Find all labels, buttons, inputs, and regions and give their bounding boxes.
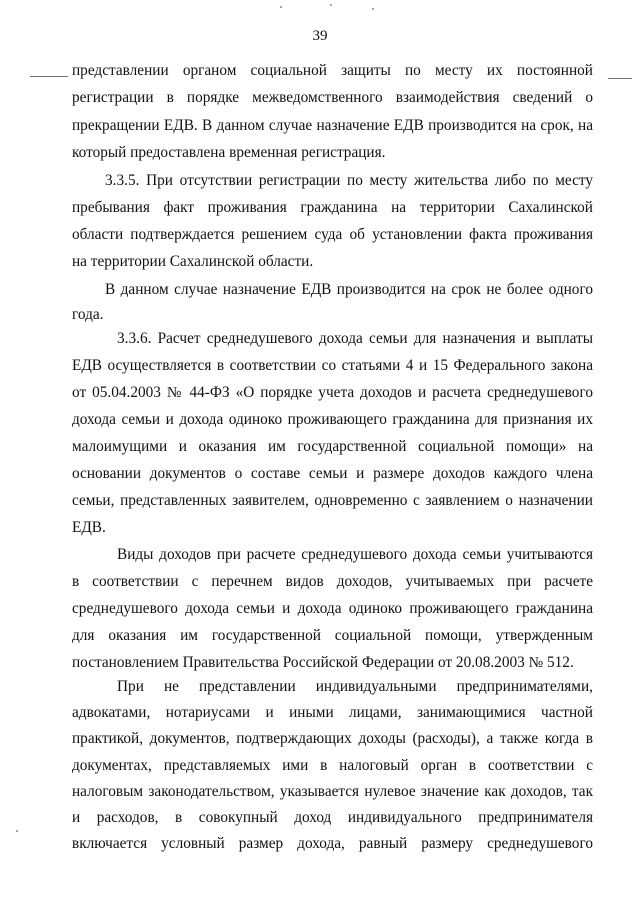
scan-artifact [30,76,68,77]
text-line: документах, представляемых ими в налоговый орган в соответствии с [72,757,593,774]
text-line: малоимущими и оказания им государственной социальной помощи» на [72,438,593,455]
text-line: постановлением Правительства Российской Федерации от 20.08.2003 № 512. [72,654,574,671]
text-line: года. [72,306,104,323]
text-line: ЕДВ осуществляется в соответствии со статьями 4 и 15 Федерального закона [72,357,593,374]
text-line: области подтверждается решением суда об установлении факта проживания [72,226,593,243]
scan-artifact [372,8,374,10]
text-line: от 05.04.2003 № 44-ФЗ «О порядке учета доходов и расчета среднедушевого [72,384,593,401]
page-number: 39 [312,28,328,44]
text-line: включается условный размер дохода, равный размеру среднедушевого [72,835,593,852]
text-line: ЕДВ. [72,519,106,536]
text-line: дохода семьи и дохода одиноко проживающего гражданина для признания их [72,411,593,428]
text-line: прекращении ЕДВ. В данном случае назначение ЕДВ производится на срок, на [72,117,593,134]
text-line: Виды доходов при расчете среднедушевого дохода семьи учитываются [117,546,593,563]
text-line: регистрации в порядке межведомственного взаимодействия сведений о [72,89,593,106]
text-line: практикой, документов, подтверждающих доходы (расходы), а также когда в [72,730,593,747]
text-line: для оказания им государственной социальной помощи, утвержденным [72,627,593,644]
text-line: налоговым законодательством, указывается нулевое значение как доходов, так [72,783,593,800]
text-line: основании документов о составе семьи и размере доходов каждого члена [72,465,593,482]
text-line: который предоставлена временная регистрация. [72,144,386,161]
text-line: и расходов, в совокупный доход индивидуального предпринимателя [72,809,593,826]
text-line: адвокатами, нотариусами и иными лицами, занимающимися частной [72,704,593,721]
text-line: 3.3.5. При отсутствии регистрации по месту жительства либо по месту [105,172,593,189]
text-line: В данном случае назначение ЕДВ производится на срок не более одного [105,281,593,298]
text-line: пребывания факт проживания гражданина на территории Сахалинской [72,199,593,216]
scan-artifact [280,6,282,8]
scan-artifact [16,830,18,832]
text-line: 3.3.6. Расчет среднедушевого дохода семьи для назначения и выплаты [117,330,593,347]
text-line: представлении органом социальной защиты по месту их постоянной [72,62,593,79]
text-line: При не представлении индивидуальными предпринимателями, [117,678,593,695]
text-line: в соответствии с перечнем видов доходов, учитываемых при расчете [72,573,593,590]
scan-artifact [330,4,332,6]
text-line: на территории Сахалинской области. [72,253,314,270]
text-line: семьи, представленных заявителем, одновременно с заявлением о назначении [72,492,593,509]
scan-artifact [608,78,632,79]
text-line: среднедушевого дохода семьи и дохода одиноко проживающего гражданина [72,600,593,617]
